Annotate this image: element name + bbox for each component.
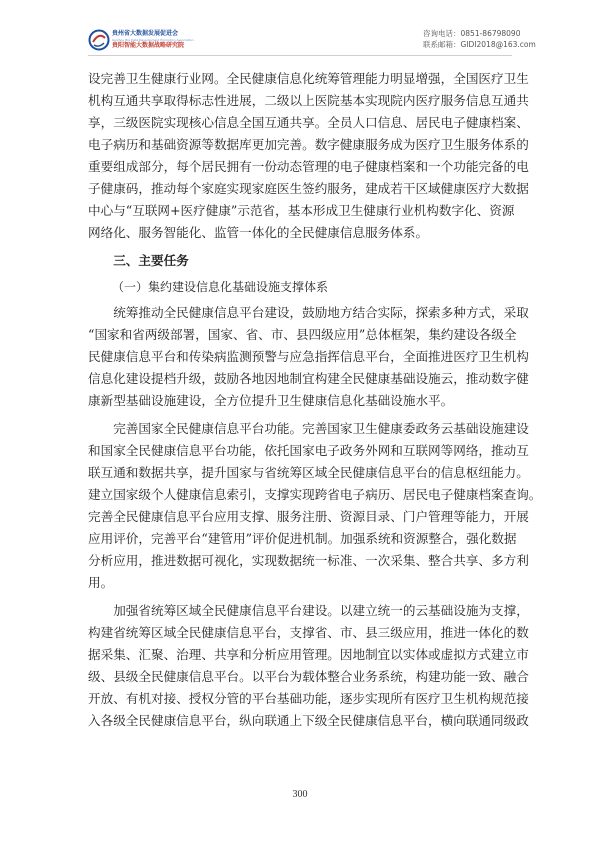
text-line: 中心与“互联网+医疗健康”示范省，基本形成卫生健康行业机构数字化、资源 [88, 203, 515, 218]
subsection-heading: （一）集约建设信息化基础设施支撑体系 [112, 280, 329, 294]
logo-line-association: 贵州省大数据发展促进会 [112, 30, 179, 37]
page-number: 300 [292, 789, 308, 800]
logo-line-institute: 贵阳智能大数据战略研究院 [112, 42, 185, 49]
text-line: 信息化建设提档升级，鼓励各地因地制宜构建全民健康基础设施云，推动数字健 [88, 371, 529, 386]
text-line: 分析应用，推进数据可视化，实现数据统一标准、一次采集、整合共享、多方利 [88, 553, 529, 568]
contact-phone: 咨询电话：0851-86798090 [423, 29, 521, 38]
text-line: 开放、有机对接、授权分管的平台基础功能，逐步实现所有医疗卫生机构规范接 [88, 691, 529, 706]
text-line: 重要组成部分，每个居民拥有一份动态管理的电子健康档案和一个功能完备的电 [88, 159, 529, 174]
text-line: 和国家全民健康信息平台功能，依托国家电子政务外网和互联网等网络，推动互 [88, 443, 529, 458]
paragraph-platform-overview [88, 302, 529, 412]
page-header [0, 0, 600, 54]
contact-info [423, 28, 536, 50]
text-line: 电子病历和基础资源等数据库更加完善。数字健康服务成为医疗卫生服务体系的 [88, 137, 529, 152]
text-line: 联互通和数据共享，提升国家与省统筹区域全民健康信息平台的信息枢纽能力。 [88, 465, 529, 480]
text-line: 建立国家级个人健康信息索引，支撑实现跨省电子病历、居民电子健康档案查询。 [88, 487, 542, 502]
text-line: 子健康码，推动每个家庭实现家庭医生签约服务，建成若干区域健康医疗大数据 [88, 181, 529, 196]
document-body [88, 68, 542, 738]
logo-subtitle: Guizhou Big Data Development Promotion Association [112, 38, 194, 42]
section-heading: 三、主要任务 [113, 253, 189, 268]
text-line: 入各级全民健康信息平台，纵向联通上下级全民健康信息平台，横向联通同级政 [88, 713, 529, 728]
paragraph-provincial-platform [88, 600, 529, 732]
text-line: 加强省统筹区域全民健康信息平台建设。以建立统一的云基础设施为支撑， [113, 603, 529, 618]
text-line: 完善国家全民健康信息平台功能。完善国家卫生健康委政务云基础设施建设 [113, 421, 529, 436]
text-line: 享，三级医院实现核心信息全国互通共享。全员人口信息、居民电子健康档案、 [88, 115, 529, 130]
paragraph-national-platform [88, 418, 542, 594]
text-line: “国家和省两级部署，国家、省、市、县四级应用”总体框架，集约建设各级全 [88, 327, 517, 342]
text-line: 完善全民健康信息平台应用支撑、服务注册、资源目录、门户管理等能力，开展 [88, 509, 529, 524]
logo-text [112, 30, 194, 50]
text-line: 网络化、服务智能化、监管一体化的全民健康信息服务体系。 [88, 225, 429, 240]
header-divider [88, 55, 512, 56]
text-line: 级、县级全民健康信息平台。以平台为载体整合业务系统，构建功能一致、融合 [88, 669, 529, 684]
text-line: 设完善卫生健康行业网。全民健康信息化统筹管理能力明显增强，全国医疗卫生 [88, 71, 529, 86]
text-line: 据采集、汇聚、治理、共享和分析应用管理。因地制宜以实体或虚拟方式建立市 [88, 647, 529, 662]
text-line: 民健康信息平台和传染病监测预警与应急指挥信息平台，全面推进医疗卫生机构 [88, 349, 529, 364]
text-line: 用。 [88, 575, 114, 590]
logo-mark-icon [88, 29, 110, 51]
paragraph-goals [88, 68, 529, 244]
text-line: 统筹推动全民健康信息平台建设，鼓励地方结合实际，探索多种方式，采取 [113, 305, 529, 320]
text-line: 机构互通共享取得标志性进展，二级以上医院基本实现院内医疗服务信息互通共 [88, 93, 529, 108]
text-line: 应用评价，完善平台“建管用”评价促进机制。加强系统和资源整合，强化数据 [88, 531, 517, 546]
contact-email: 联系邮箱：GIDI2018@163.com [423, 40, 536, 49]
text-line: 康新型基础设施建设，全方位提升卫生健康信息化基础设施水平。 [88, 393, 454, 408]
organization-logo [88, 28, 200, 52]
text-line: 构建省统筹区域全民健康信息平台，支撑省、市、县三级应用，推进一体化的数 [88, 625, 529, 640]
